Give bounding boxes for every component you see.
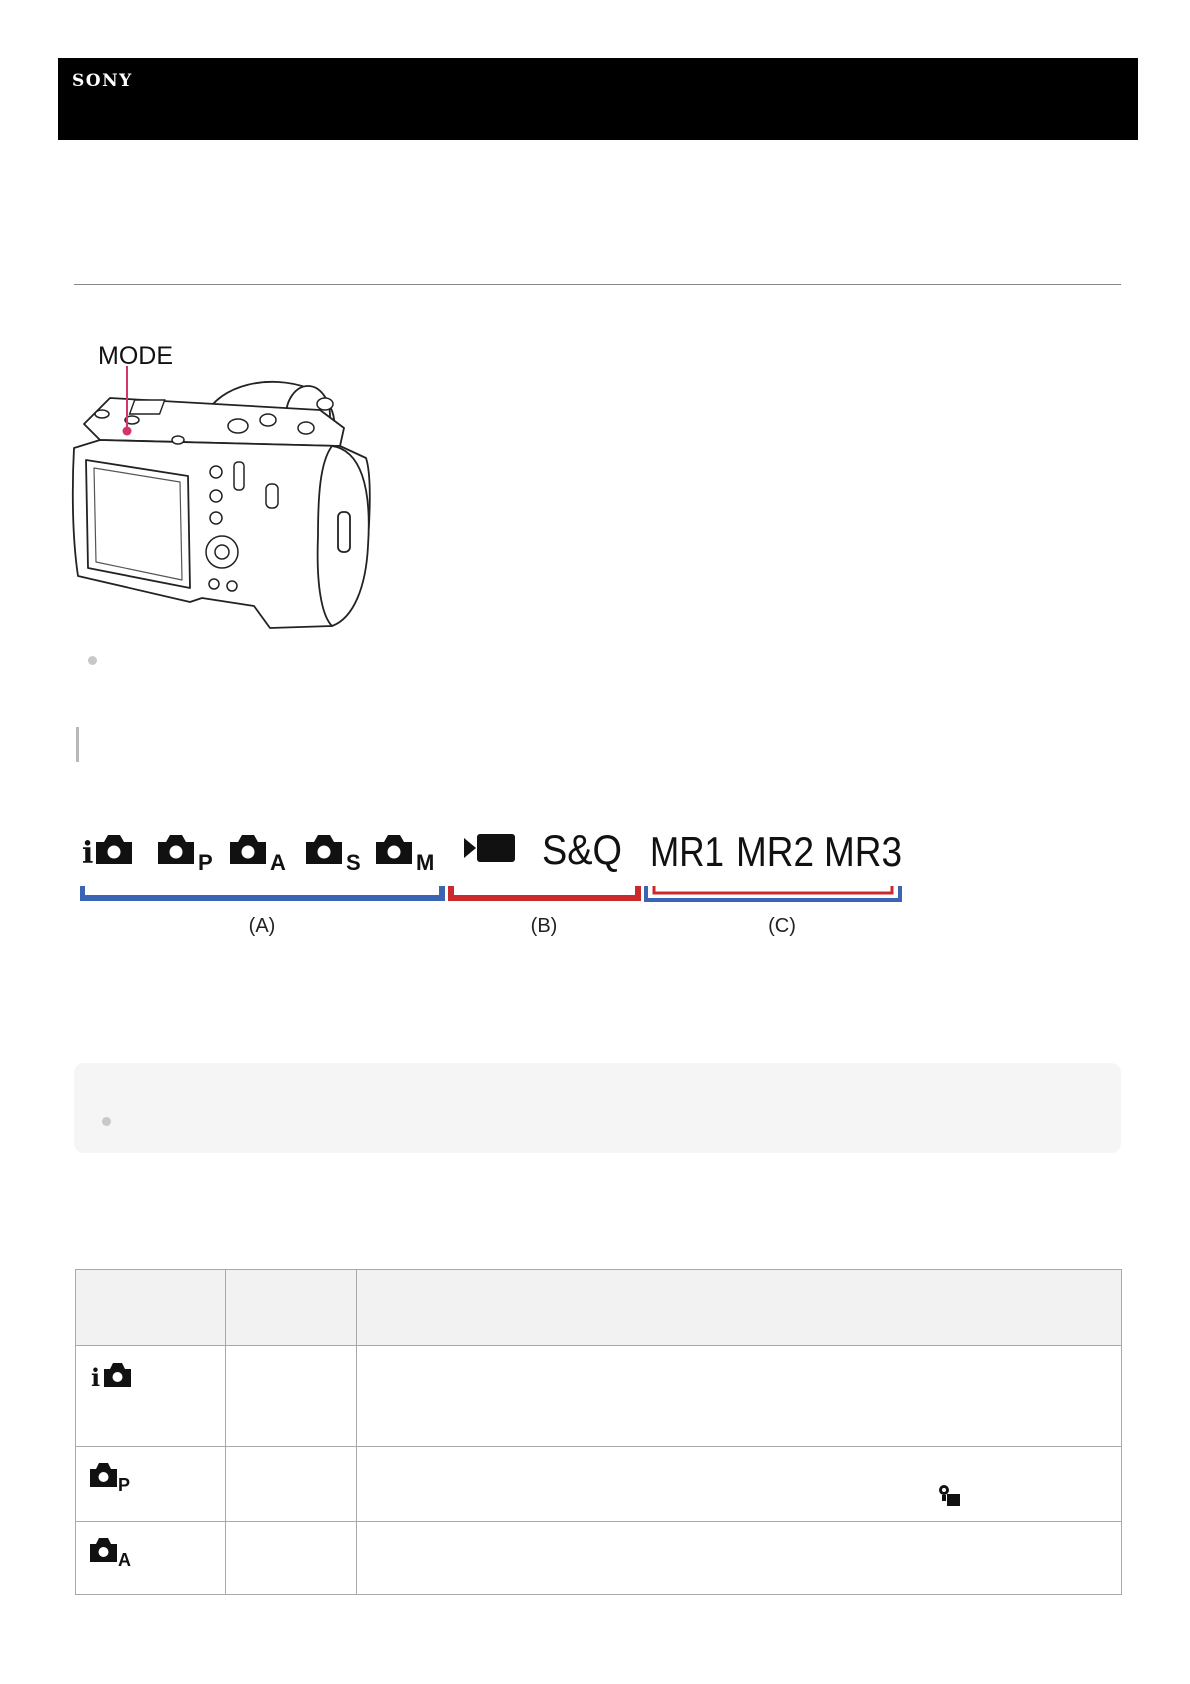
table-cell-icon [76, 1346, 226, 1447]
camera-a-icon [90, 1536, 134, 1566]
svg-text:i: i [82, 836, 94, 871]
intelligent-auto-icon [82, 835, 132, 871]
camera-drawing [70, 336, 380, 636]
table-cell [357, 1346, 1122, 1447]
svg-text:i: i [91, 1363, 101, 1390]
table-cell [226, 1346, 357, 1447]
table-cell-icon [76, 1522, 226, 1595]
group-label-b: (B) [530, 915, 558, 937]
bracket-group-b [451, 886, 638, 898]
table-row [76, 1522, 1122, 1595]
bullet-point [88, 656, 97, 665]
rear-screen [86, 460, 190, 588]
group-label-a: (A) [248, 915, 276, 937]
bracket-group-a [82, 886, 442, 898]
title-divider [74, 284, 1121, 285]
table-header-cell [226, 1270, 357, 1346]
sony-logo: SONY [72, 71, 133, 91]
table-row [76, 1447, 1122, 1522]
table-cell [226, 1522, 357, 1595]
slow-quick-icon: S&Q [542, 826, 622, 873]
mode-table [75, 1269, 1122, 1595]
program-auto-icon [158, 835, 213, 875]
table-cell [357, 1447, 1122, 1522]
program-shift-icon [937, 1483, 963, 1509]
svg-text:A: A [270, 850, 286, 875]
mode-icon-strip [80, 826, 920, 946]
card-door [338, 512, 350, 552]
table-cell-icon [76, 1447, 226, 1522]
note-box [74, 1063, 1121, 1153]
svg-text:P: P [118, 1475, 131, 1491]
table-header-row [76, 1270, 1122, 1346]
svg-text:S: S [346, 850, 361, 875]
camera-p-icon [90, 1461, 134, 1491]
header-bar [58, 58, 1138, 140]
note-bullet [102, 1117, 111, 1126]
table-cell [226, 1447, 357, 1522]
shutter-priority-icon [306, 835, 361, 875]
table-header-cell [357, 1270, 1122, 1346]
manual-exposure-icon [376, 835, 434, 875]
table-cell [357, 1522, 1122, 1595]
group-label-c: (C) [768, 915, 796, 937]
aperture-priority-icon [230, 835, 286, 875]
svg-text:M: M [416, 850, 435, 875]
svg-text:A: A [118, 1550, 131, 1566]
camera-illustration [70, 336, 380, 636]
mr2-icon: MR2 [736, 828, 814, 875]
mr1-icon: MR1 [650, 828, 724, 875]
table-row [76, 1346, 1122, 1447]
intelligent-auto-icon [90, 1360, 134, 1390]
table-header-cell [76, 1270, 226, 1346]
movie-icon [464, 834, 515, 862]
bracket-group-c-inner [654, 886, 892, 893]
svg-text:P: P [198, 850, 213, 875]
mode-button [123, 427, 132, 436]
mode-button-callout: MODE [98, 342, 173, 370]
mr3-icon: MR3 [824, 828, 902, 875]
section-heading-marker [76, 727, 79, 762]
